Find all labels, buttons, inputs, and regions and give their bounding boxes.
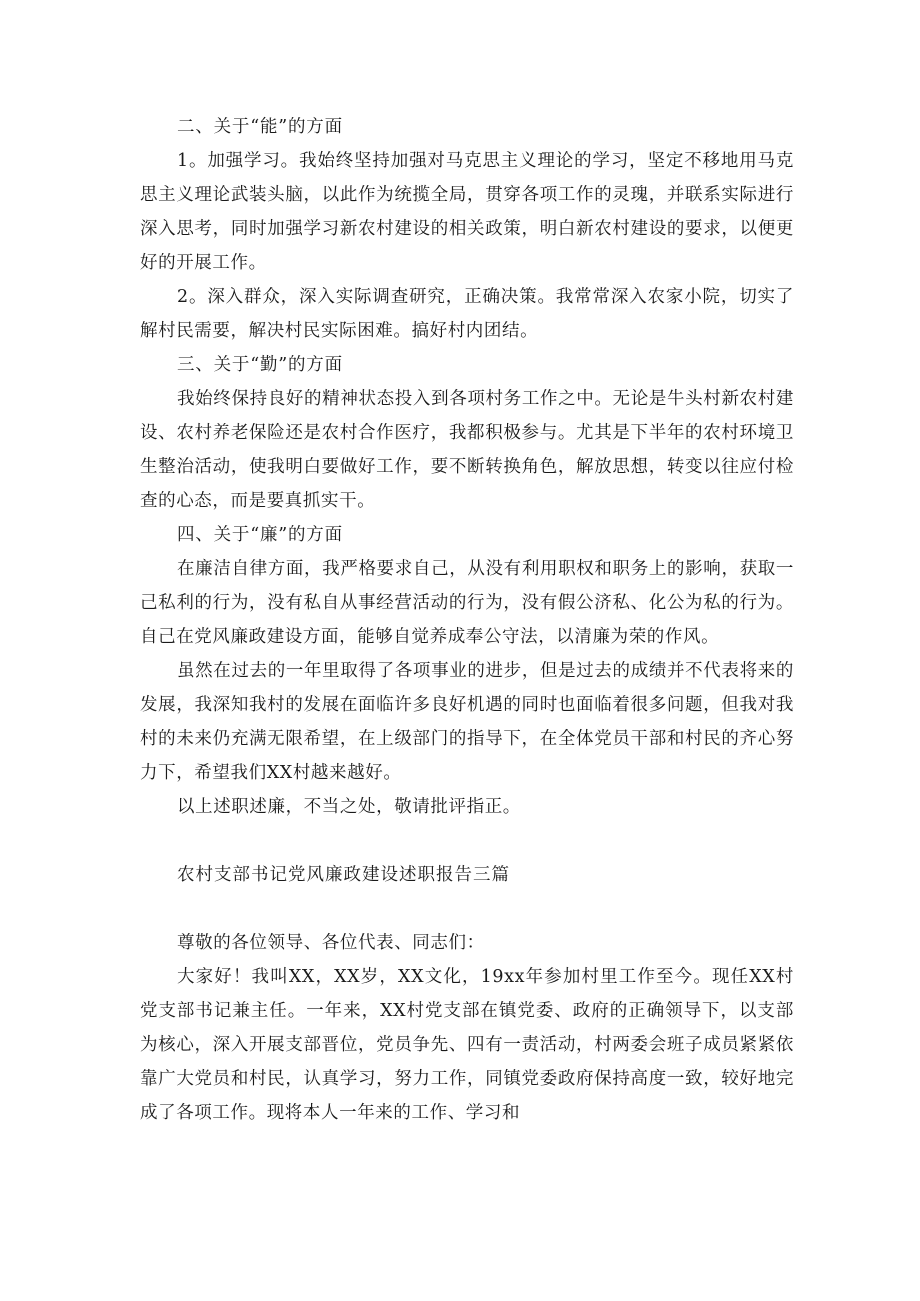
paragraph-study: 1。加强学习。我始终坚持加强对马克思主义理论的学习，坚定不移地用马克思主义理论武装头脑，以此作为统揽全局，贯穿各项工作的灵瑰，并联系实际进行深入思考，同时加强学习新农村建设的相关政策，明白新农村建设的要求，以便更好的开展工作。	[140, 151, 794, 273]
paragraph-diligence: 我始终保持良好的精神状态投入到各项村务工作之中。无论是牛头村新农村建设、农村养老保险还是农村合作医疗，我都积极参与。尤其是下半年的农村环境卫生整治活动，使我明白要做好工作，要不断转换角色，解放思想，转变以往应付检查的心态，而是要真抓实干。	[140, 389, 794, 511]
second-report-title: 农村支部书记党风廉政建设述职报告三篇	[177, 865, 510, 885]
section-heading-neng: 二、关于“能”的方面	[177, 117, 343, 137]
paragraph-outlook: 虽然在过去的一年里取得了各项事业的进步，但是过去的成绩并不代表将来的发展，我深知我村的发展在面临许多良好机遇的同时也面临着很多问题，但我对我村的未来仍充满无限希望，在上级部门的指导下，在全体党员干部和村民的齐心努力下，希望我们XX村越来越好。	[140, 661, 794, 783]
salutation: 尊敬的各位领导、各位代表、同志们：	[177, 933, 485, 953]
paragraph-integrity: 在廉洁自律方面，我严格要求自己，从没有利用职权和职务上的影响，获取一己私利的行为，没有私自从事经营活动的行为，没有假公济私、化公为私的行为。自己在党风廉政建设方面，能够自觉养成奉公守法，以清廉为荣的作风。	[140, 559, 794, 647]
section-heading-lian: 四、关于“廉”的方面	[177, 525, 343, 545]
document-body	[140, 110, 794, 1130]
section-heading-qin: 三、关于“勤”的方面	[177, 355, 343, 375]
paragraph-introduction: 大家好！我叫XX，XX岁，XX文化，19xx年参加村里工作至今。现任XX村党支部书记兼主任。一年来，XX村党支部在镇党委、政府的正确领导下，以支部为核心，深入开展支部晋位，党员争先、四有一责活动，村两委会班子成员紧紧依靠广大党员和村民，认真学习，努力工作，同镇党委政府保持高度一致，较好地完成了各项工作。现将本人一年来的工作、学习和	[140, 967, 794, 1123]
paragraph-closing: 以上述职述廉，不当之处，敬请批评指正。	[177, 797, 521, 817]
paragraph-grassroots: 2。深入群众，深入实际调查研究，正确决策。我常常深入农家小院，切实了解村民需要，解决村民实际困难。搞好村内团结。	[140, 287, 794, 341]
